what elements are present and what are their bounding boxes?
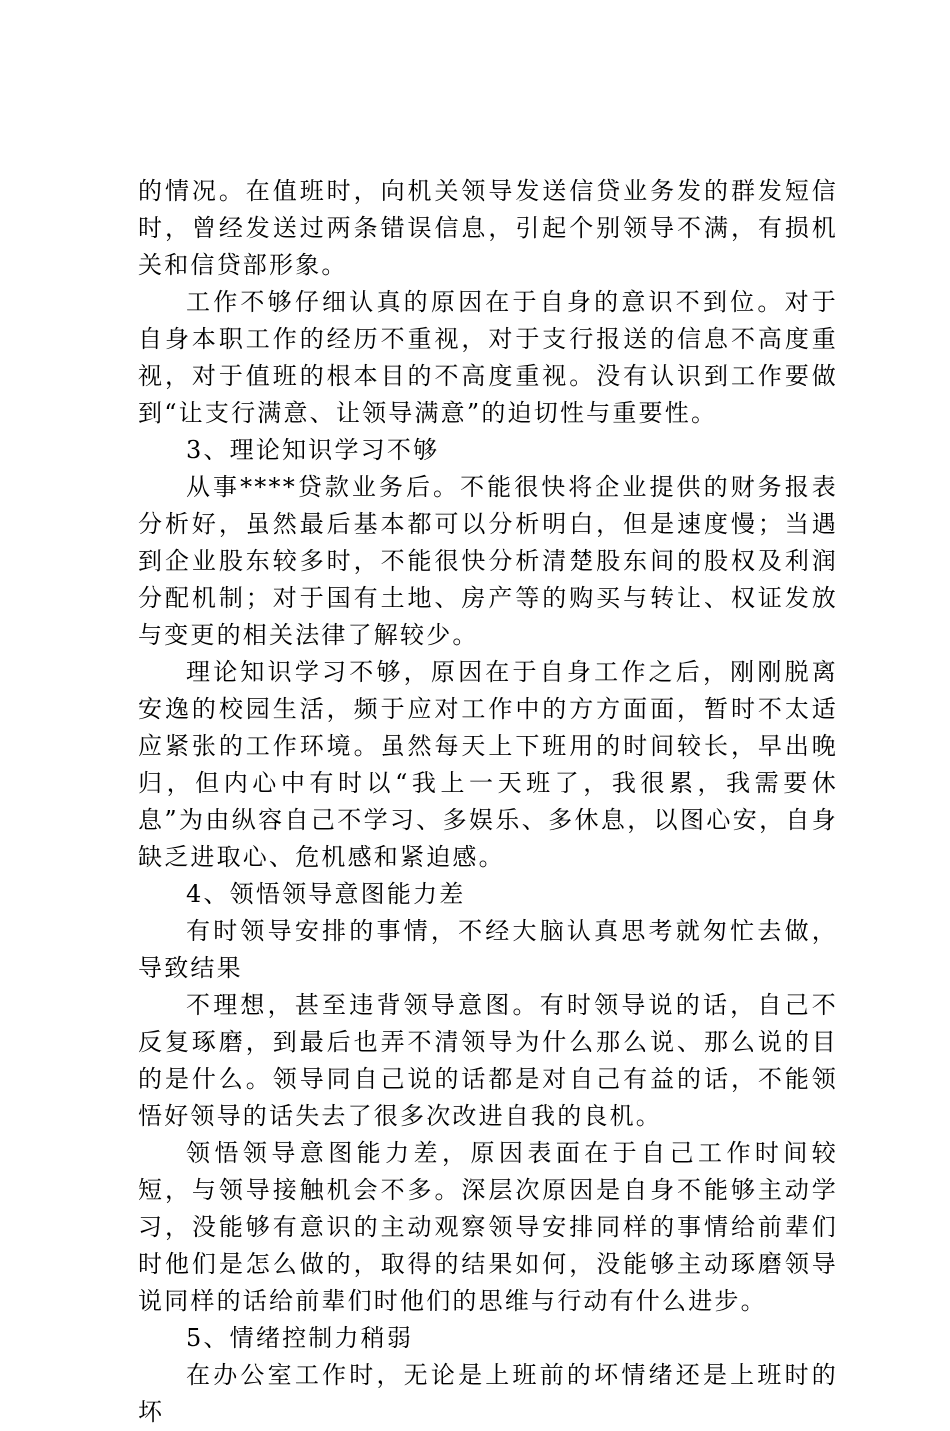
paragraph-leader-intent-reason: 领悟领导意图能力差，原因表面在于自己工作时间较短，与领导接触机会不多。深层次原因是自身不能够主动学习，没能够有意识的主动观察领导安排同样的事情给前辈们时他们是怎么做的，取得的结果如何，没能够主动琢磨领导说同样的话给前辈们时他们的思维与行动有什么进步。 xyxy=(138,1139,838,1315)
paragraph-emotion-control: 在办公室工作时，无论是上班前的坏情绪还是上班时的坏 xyxy=(138,1361,838,1426)
document-body xyxy=(138,173,838,1431)
paragraph-theory-reason: 理论知识学习不够，原因在于自身工作之后，刚刚脱离安逸的校园生活，频于应对工作中的方方面面，暂时不太适应紧张的工作环境。虽然每天上下班用的时间较长，早出晚归，但内心中有时以“我上一天班了，我很累，我需要休息”为由纵容自己不学习、多娱乐、多休息，以图心安，自身缺乏进取心、危机感和紧迫感。 xyxy=(138,658,838,871)
paragraph-leader-intent-continued: 不理想，甚至违背领导意图。有时领导说的话，自己不反复琢磨，到最后也弄不清领导为什么那么说、那么说的目的是什么。领导同自己说的话都是对自己有益的话，不能领悟好领导的话失去了很多次改进自我的良机。 xyxy=(138,991,838,1130)
paragraph-intro-continuation: 的情况。在值班时，向机关领导发送信贷业务发的群发短信时，曾经发送过两条错误信息，引起个别领导不满，有损机关和信贷部形象。 xyxy=(138,177,838,279)
paragraph-reason-careless: 工作不够仔细认真的原因在于自身的意识不到位。对于自身本职工作的经历不重视，对于支行报送的信息不高度重视，对于值班的根本目的不高度重视。没有认识到工作要做到“让支行满意、让领导满意”的迫切性与重要性。 xyxy=(138,288,838,427)
section-heading-4: 4、领悟领导意图能力差 xyxy=(186,880,466,908)
section-heading-3: 3、理论知识学习不够 xyxy=(186,436,440,464)
paragraph-theory-gap: 从事****贷款业务后。不能很快将企业提供的财务报表分析好，虽然最后基本都可以分析明白，但是速度慢；当遇到企业股东较多时，不能很快分析清楚股东间的股权及利润分配机制；对于国有土地、房产等的购买与转让、权证发放与变更的相关法律了解较少。 xyxy=(138,473,838,649)
section-heading-5: 5、情绪控制力稍弱 xyxy=(186,1324,414,1352)
paragraph-leader-intent: 有时领导安排的事情，不经大脑认真思考就匆忙去做，导致结果 xyxy=(138,917,838,982)
